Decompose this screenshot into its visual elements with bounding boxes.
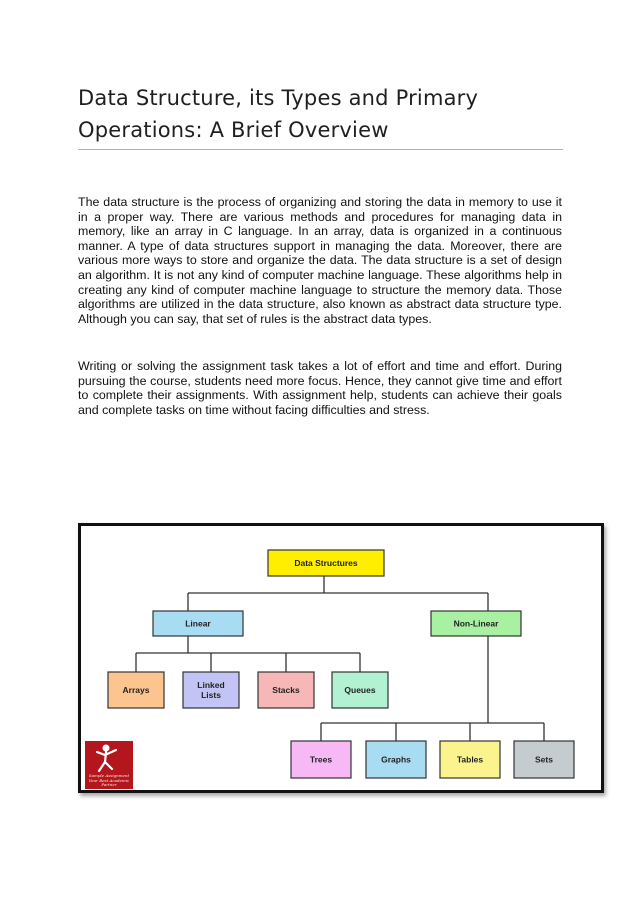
node-stacks: [258, 672, 314, 708]
node-queues-label: Queues: [344, 685, 376, 695]
node-data-structures-label: Data Structures: [294, 558, 358, 568]
paragraph-intro: The data structure is the process of organizing and storing the data in memory to use it in a proper way. There are various methods and procedures for managing data in memory, like an array in C language. In an array, data is organized in a continuous manner. A type of data structures support in managing the data. Moreover, there are various more ways to store and organize the data. The data structure is a set of design an algorithm. It is not any kind of computer machine language. These algorithms help in creating any kind of computer machine language to structure the memory data. Those algorithms are utilized in the data structure, also known as abstract data structure type. Although you can say, that set of rules is the abstract data types.: [78, 195, 562, 326]
logo-text: Sample Assignment Your Best Academic Partner: [88, 773, 130, 787]
node-arrays: [108, 672, 164, 708]
node-graphs: [366, 741, 426, 778]
brand-logo: [85, 741, 133, 789]
paragraph-assignment-help: Writing or solving the assignment task takes a lot of effort and time and effort. During pursuing the course, students need more focus. Hence, they cannot give time and effort to complete their assignments. With assignment help, students can achieve their goals and complete tasks on time without facing difficulties and stress.: [78, 359, 562, 417]
node-tables-label: Tables: [456, 754, 484, 765]
logo-figure-icon: [85, 741, 133, 775]
tree-diagram-svg: [81, 526, 601, 790]
node-trees-label: Trees: [309, 754, 333, 765]
node-linear: [153, 611, 243, 636]
node-linear-label: Linear: [185, 618, 211, 629]
node-non-linear: [431, 611, 521, 636]
data-structures-diagram: [78, 523, 604, 793]
node-tables: [440, 741, 500, 778]
node-sets: [514, 741, 574, 778]
node-sets-label: Sets: [535, 754, 553, 765]
node-data-structures: [268, 550, 384, 576]
node-linked-lists-label: Lists: [201, 690, 221, 700]
node-queues: [332, 672, 388, 708]
node-arrays-label: Arrays: [122, 685, 150, 695]
node-trees: [291, 741, 351, 778]
node-linked-lists-label: Linked: [197, 680, 225, 690]
node-non-linear-label: Non-Linear: [453, 618, 499, 629]
title-underline: [78, 149, 563, 150]
node-stacks-label: Stacks: [272, 685, 300, 695]
node-graphs-label: Graphs: [381, 754, 411, 765]
document-title: Data Structure, its Types and Primary Operations: A Brief Overview: [78, 86, 479, 142]
node-linked-lists: [183, 672, 239, 708]
